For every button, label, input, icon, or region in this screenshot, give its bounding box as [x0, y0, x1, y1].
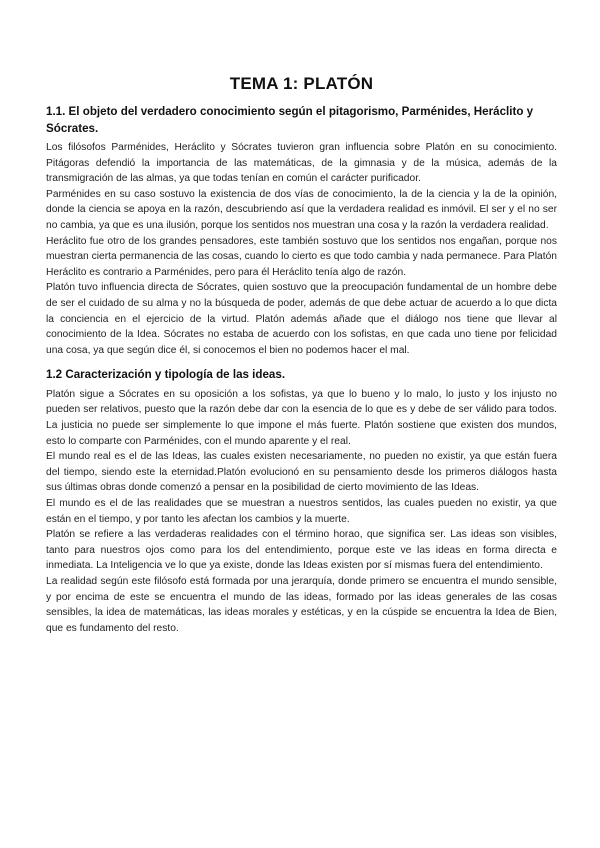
paragraph: Platón tuvo influencia directa de Sócrates, quien sostuvo que la preocupación fundamental de un hombre debe de ser el cuidado de su alma y no la búsqueda de poder, además de que debe actuar de acuerdo a lo que dicta la conciencia en el ejercicio de la virtud. Platón además añade que el diálogo nos tiene que llevar al conocimiento de la Idea. Sócrates no estaba de acuerdo con los sofistas, en que cada uno tiene por felicidad una cosa, ya que según dice él, si conocemos el bien no podemos hacer el mal. — [46, 282, 557, 356]
paragraph: Parménides en su caso sostuvo la existencia de dos vías de conocimiento, la de la ciencia y la de la opinión, donde la ciencia se apoya en la razón, descubriendo así que la verdadera realidad es inmóvil. El ser y el no ser no cambia, ya que es una ilusión, porque los sentidos nos muestran una cosa y la razón la verdadera realidad. — [46, 188, 557, 231]
section-1-heading: 1.1. El objeto del verdadero conocimiento según el pitagorismo, Parménides, Heráclito y Sócrates. — [46, 105, 534, 135]
page-title: TEMA 1: PLATÓN — [229, 74, 374, 93]
paragraph: La realidad según este filósofo está formada por una jerarquía, donde primero se encuentra el mundo sensible, y por encima de este se encuentra el mundo de las ideas, formado por las ideas generales de las cosas sensibles, la idea de matemáticas, las ideas morales y estéticas, y en la cúspide se encuentra la Idea de Bien, que es fundamento del resto. — [46, 575, 557, 634]
paragraph: Platón sigue a Sócrates en su oposición a los sofistas, ya que lo bueno y lo malo, lo justo y los injusto no pueden ser relativos, puesto que la razón debe dar con la esencia de lo que es y debe de ser válido para todos. La justicia no puede ser simplemente lo que impone el más fuerte. Platón sostiene que existen dos mundos, esto lo comparte con Parménides, con el mundo aparente y el real. — [46, 388, 557, 447]
section-2 — [46, 367, 557, 636]
paragraph: Los filósofos Parménides, Heráclito y Sócrates tuvieron gran influencia sobre Platón en su conocimiento. Pitágoras defendió la importancia de las matemáticas, de la gimnasia y de la música, además de la transmigración de las almas, ya que todas tenían en común el carácter purificador. — [46, 142, 557, 185]
section-2-heading: 1.2 Caracterización y tipología de las ideas. — [46, 368, 286, 382]
section-1 — [46, 104, 557, 358]
paragraph: Heráclito fue otro de los grandes pensadores, este también sostuvo que los sentidos nos engañan, porque nos muestran cierta permanencia de las cosas, cuando lo cierto es que todo cambia y nada permanece. Para Platón Heráclito es contrario a Parménides, pero para él Heráclito tenía algo de razón. — [46, 235, 557, 278]
paragraph: El mundo real es el de las Ideas, las cuales existen necesariamente, no pueden no existir, ya que están fuera del tiempo, siendo este la eternidad.Platón evolucionó en su pensamiento desde los primeros diálogos hasta sus últimas obras donde comenzó a pensar en la posibilidad de cierto movimiento de las Ideas. — [46, 451, 557, 494]
paragraph: El mundo es el de las realidades que se muestran a nuestros sentidos, las cuales pueden no existir, ya que están en el tiempo, y por tanto les afectan los cambios y la muerte. — [46, 497, 557, 525]
paragraph: Platón se refiere a las verdaderas realidades con el término horao, que significa ser. Las ideas son visibles, tanto para nuestros ojos como para los del entendimiento, porque este ve las ideas en forma directa e inmediata. La Inteligencia ve lo que ya existe, donde las Ideas existen por sí mismas fuera del entendimiento. — [46, 529, 557, 572]
